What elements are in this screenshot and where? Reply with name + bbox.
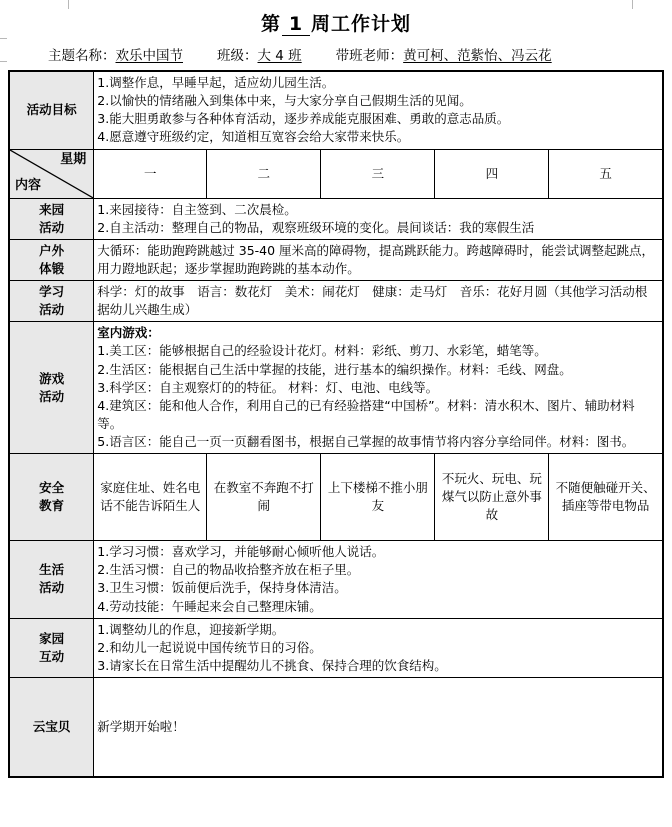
row-label-games-line1: 游戏: [39, 370, 65, 386]
title-suffix: 周工作计划: [311, 13, 412, 35]
meta-theme-value[interactable]: 欢乐中国节: [115, 47, 183, 64]
row-label-home-line1: 家园: [39, 630, 65, 646]
games-line: 3.科学区：自主观察灯的的特征。 材料：灯、电池、电线等。: [97, 379, 439, 395]
table-row-arrival: [9, 198, 663, 239]
arrival-content: [94, 198, 663, 239]
table-row-home: [9, 618, 663, 677]
meta-teachers: [336, 48, 552, 64]
table-row-games: [9, 322, 663, 454]
goal-line: 4.愿意遵守班级约定，知道相互宽容会给大家带来快乐。: [97, 129, 410, 145]
row-label-games: [9, 322, 94, 454]
row-label-arrival-line1: 来园: [39, 201, 65, 217]
goal-line: 3.能大胆勇敢参与各种体育活动，逐步养成能克服困难、勇敢的意志品质。: [97, 111, 510, 127]
row-label-arrival: [9, 198, 94, 239]
row-label-home: [9, 618, 94, 677]
table-row-goals: [9, 71, 663, 149]
home-line: 1.调整幼儿的作息，迎接新学期。: [97, 621, 285, 637]
row-label-life-line2: 活动: [39, 580, 65, 596]
weekday-col-1: 一: [94, 149, 207, 198]
weekday-label: 星期: [60, 151, 87, 167]
row-label-baby: 云宝贝: [9, 678, 94, 778]
life-line: 2.生活习惯：自己的物品收拾整齐放在柜子里。: [97, 562, 360, 578]
meta-theme-label: 主题名称：: [48, 47, 116, 64]
goal-line: 2.以愉快的情绪融入到集体中来，与大家分享自己假期生活的见闻。: [97, 93, 472, 109]
home-content: [94, 618, 663, 677]
weekday-col-4: 四: [435, 149, 549, 198]
meta-teachers-label: 带班老师：: [335, 47, 404, 64]
weekday-content-corner: [9, 149, 94, 198]
games-line: 4.建筑区：能和他人合作，利用自己的已有经验搭建“中国桥”。材料：清水积木、图片、辅助材料等。: [97, 397, 635, 431]
meta-theme: [48, 48, 183, 64]
games-line: 5.语言区：能自己一页一页翻看图书，根据自己掌握的故事情节将内容分享给同伴。材料：图书。: [97, 434, 635, 450]
outdoor-line: 大循环：能助跑跨跳越过 35-40 厘米高的障碍物，提高跳跃能力。跨越障碍时，能尝试调整起跳点，用力蹬地跃起；逐步掌握助跑跨跳的基本动作。: [97, 242, 655, 276]
row-label-life: [9, 541, 94, 619]
meta-teachers-value[interactable]: 黄可柯、范紫怡、冯云花: [403, 47, 552, 64]
row-label-learning-line1: 学习: [39, 284, 65, 300]
life-line: 3.卫生习惯：饭前便后洗手，保持身体清洁。: [97, 580, 347, 596]
meta-class-value[interactable]: 大 4 班: [257, 47, 302, 64]
arrival-line: 2.自主活动：整理自己的物品，观察班级环境的变化。晨间谈话：我的寒假生活: [97, 219, 535, 235]
row-label-life-line1: 生活: [39, 562, 65, 578]
row-label-games-line2: 活动: [39, 388, 65, 404]
life-content: [94, 541, 663, 619]
learning-content: [94, 281, 663, 322]
safety-cell-wednesday: 上下楼梯不推小朋友: [321, 454, 435, 541]
weekday-col-2: 二: [207, 149, 321, 198]
content-label: 内容: [15, 177, 42, 193]
row-label-outdoor-line2: 体锻: [39, 260, 65, 276]
table-row-life: [9, 541, 663, 619]
table-row-baby: [9, 678, 663, 778]
baby-line: 新学期开始啦！: [97, 719, 185, 735]
row-label-safety-line1: 安全: [39, 480, 65, 496]
safety-cell-tuesday: 在教室不奔跑不打闹: [207, 454, 321, 541]
arrival-line: 1.来园接待：自主签到、二次晨检。: [97, 201, 297, 217]
games-content: [94, 322, 663, 454]
week-number-field[interactable]: 1: [282, 14, 310, 36]
baby-content: [94, 678, 663, 778]
weekday-col-3: 三: [321, 149, 435, 198]
games-line: 2.生活区：能根据自己生活中掌握的技能，进行基本的编织操作。材料：毛线、网盘。: [97, 361, 572, 377]
row-label-outdoor: [9, 239, 94, 280]
outdoor-content: [94, 239, 663, 280]
meta-row: [0, 48, 672, 64]
title-prefix: 第: [260, 13, 281, 35]
safety-cell-thursday: 不玩火、玩电、玩煤气以防止意外事故: [435, 454, 549, 541]
table-row-safety: [9, 454, 663, 541]
life-line: 1.学习习惯：喜欢学习，并能够耐心倾听他人说话。: [97, 544, 385, 560]
goals-content: [94, 71, 663, 149]
life-line: 4.劳动技能：午睡起来会自己整理床铺。: [97, 598, 322, 614]
page-title: [0, 14, 672, 36]
safety-cell-friday: 不随便触碰开关、插座等带电物品: [549, 454, 663, 541]
row-label-learning: [9, 281, 94, 322]
goal-line: 1.调整作息，早睡早起，适应幼儿园生活。: [97, 75, 335, 91]
row-label-safety-line2: 教育: [39, 498, 65, 514]
safety-cell-monday: 家庭住址、姓名电话不能告诉陌生人: [94, 454, 207, 541]
table-row-outdoor: [9, 239, 663, 280]
home-line: 2.和幼儿一起说说中国传统节日的习俗。: [97, 639, 322, 655]
row-label-safety: [9, 454, 94, 541]
home-line: 3.请家长在日常生活中提醒幼儿不挑食、保持合理的饮食结构。: [97, 657, 447, 673]
table-row-weekday-header: [9, 149, 663, 198]
row-label-goals: 活动目标: [9, 71, 94, 149]
row-label-learning-line2: 活动: [39, 302, 65, 318]
table-row-learning: [9, 281, 663, 322]
row-label-outdoor-line1: 户外: [39, 242, 65, 258]
games-line: 1.美工区：能够根据自己的经验设计花灯。材料：彩纸、剪刀、水彩笔，蜡笔等。: [97, 343, 547, 359]
learning-line: 科学：灯的故事 语言：数花灯 美术：闹花灯 健康：走马灯 音乐：花好月圆（其他学习活动根据幼儿兴趣生成）: [97, 284, 648, 318]
row-label-arrival-line2: 活动: [39, 219, 65, 235]
weekly-plan-table: [8, 70, 664, 778]
weekday-col-5: 五: [549, 149, 663, 198]
games-heading: 室内游戏：: [97, 325, 160, 341]
row-label-home-line2: 互动: [39, 648, 65, 664]
meta-class-label: 班级：: [217, 47, 258, 64]
meta-class: [217, 48, 302, 64]
